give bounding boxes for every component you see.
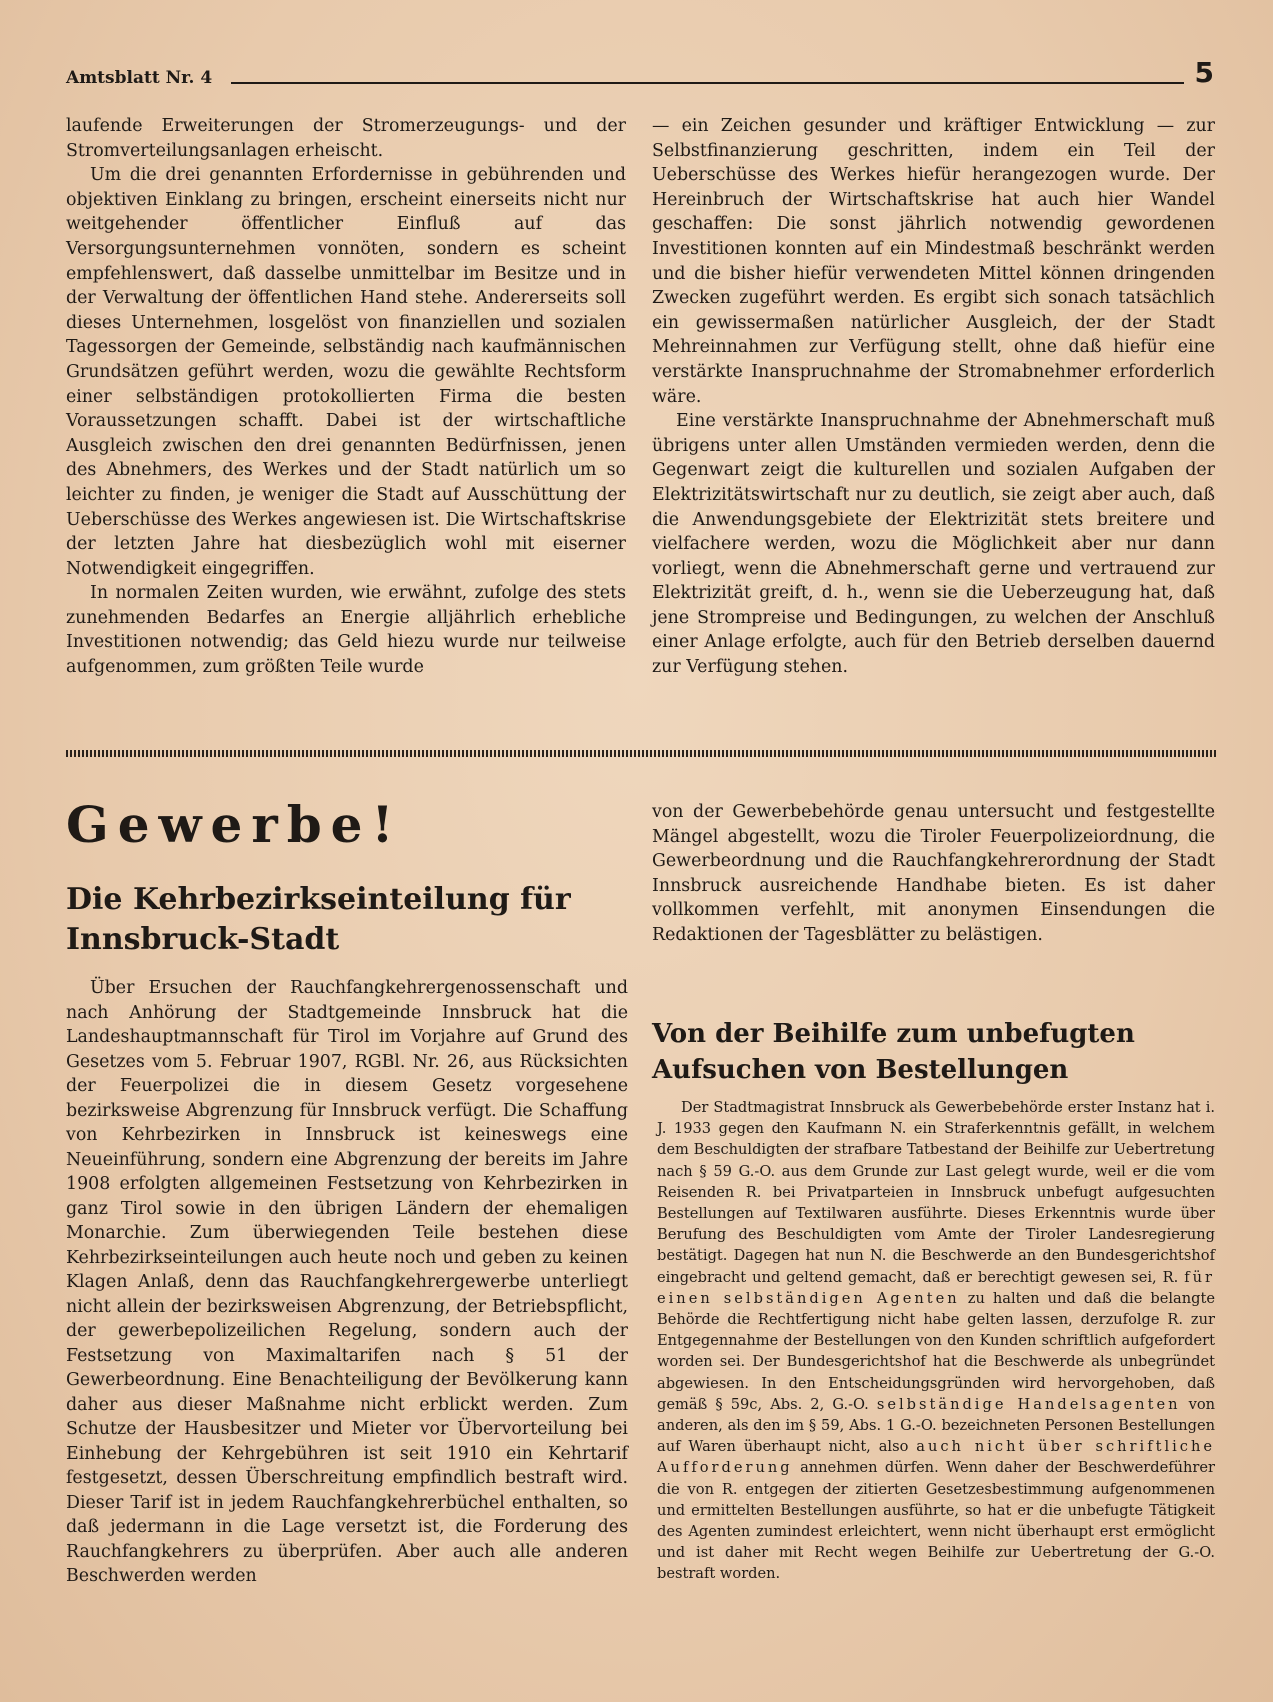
paragraph: — ein Zeichen gesunder und kräftiger Entwicklung — zur Selbstfinanzierung geschritten, indem ein Teil der Ueberschüsse des Werkes hiefür herangezogen wurde. Der Hereinbruch der Wirtschaftskrise hat auch hier Wandel geschaffen: Die sonst jährlich notwendig gewordenen Investitionen konnten auf ein Mindestmaß beschränkt werden und die bisher hiefür verwendeten Mittel können dringenden Zwecken zugeführt werden. Es ergibt sich sonach tatsächlich ein gewissermaßen natürlicher Ausgleich, der der Stadt Mehreinnahmen zur Verfügung stellt, ohne daß hiefür eine verstärkte Inanspruchnahme der Stromabnehmer erforderlich wäre. [652, 116, 1215, 407]
kehrbezirk-left-column [66, 976, 628, 1589]
text-run: annehmen dürfen. Wenn daher der Beschwerdeführer die von R. entgegen der zitierten Gesetzesbestimmung aufgenommenen und ermittelten Bestellungen ausführte, so hat er die unbefugte Tätigkeit des Agenten zumindest erleichtert, wenn nicht überhaupt erst ermöglicht und ist daher mit Recht wegen Beihilfe zur Uebertretung der G.-O. bestraft worden. [657, 1459, 1216, 1583]
kehrbezirk-right-column [652, 800, 1215, 948]
paragraph: laufende Erweiterungen der Stromerzeugungs- und der Stromverteilungsanlagen erheischt. [66, 116, 626, 161]
paragraph: In normalen Zeiten wurden, wie erwähnt, zufolge des stets zunehmenden Bedarfes an Energie alljährlich erhebliche Investitionen notwendig; das Geld hiezu wurde nur teilweise aufgenommen, zum größten Teile wurde [66, 583, 626, 678]
top-article-right-column [652, 114, 1215, 680]
header-rule [231, 82, 1184, 84]
paragraph: von der Gewerbebehörde genau untersucht und festgestellte Mängel abgestellt, wozu die Tiroler Feuerpolizeiordnung, die Gewerbeordnung und die Rauchfangkehrerordnung der Stadt Innsbruck ausreichende Handhabe bieten. Es ist daher vollkommen verfehlt, mit anonymen Einsendungen die Redaktionen der Tagesblätter zu belästigen. [652, 802, 1215, 945]
text-run: Der Stadtmagistrat Innsbruck als Gewerbebehörde erster Instanz hat i. J. 1933 gegen den Kaufmann N. ein Straferkenntnis gefällt, in welchem dem Beschuldigten der strafbare Tatbestand der Beihilfe zur Uebertretung nach § 59 G.-O. aus dem Grunde zur Last gelegt wurde, weil er die vom Reisenden R. bei Privatparteien in Innsbruck unbefugt aufgesuchten Bestellungen auf Textilwaren ausführte. Dieses Erkenntnis wurde über Berufung des Beschuldigten vom Amte der Tiroler Landesregierung bestätigt. Dagegen hat nun N. die Beschwerde an den Bundesgerichtshof eingebracht und geltend gemacht, daß er berechtigt gewesen sei, R. [657, 1099, 1215, 1286]
beihilfe-article-body [657, 1097, 1215, 1585]
article-title-kehrbezirk: Die Kehrbezirkseinteilung für Innsbruck-Stadt [66, 882, 571, 957]
publication-title: Amtsblatt Nr. 4 [66, 68, 213, 88]
page-header [66, 56, 1214, 90]
text-run: zu halten und daß die belangte Behörde die Rechtfertigung nicht habe gelten lassen, derzufolge R. zur Entgegennahme der Bestellungen von den Kunden schriftlich aufgefordert worden sei. Der Bundesgerichtshof hat die Beschwerde als unbegründet abgewiesen. In den Entscheidungsgründen wird hervorgehoben, daß gemäß § 59c, Abs. 2, G.-O. [657, 1289, 1216, 1413]
spaced-emphasis: selbständige Handelsagenten [876, 1395, 1181, 1413]
article-title-beihilfe: Von der Beihilfe zum unbefugten Aufsuchen von Bestellungen [652, 1019, 1135, 1085]
top-article-left-column [66, 114, 626, 680]
text-run: von anderen, als den im § 59, Abs. 1 G.-O. bezeichneten Personen Bestellungen auf Waren überhaupt nicht, also [657, 1395, 1216, 1456]
page-number: 5 [1194, 56, 1214, 89]
paragraph: Eine verstärkte Inanspruchnahme der Abnehmerschaft muß übrigens unter allen Umständen vermieden werden, denn die Gegenwart zeigt die kulturellen und sozialen Aufgaben der Elektrizitätswirtschaft nur zu deutlich, sie zeigt aber auch, daß die Anwendungsgebiete der Elektrizität stets breitere und vielfachere werden, wozu die Möglichkeit aber nur dann vorliegt, wenn die Abnehmerschaft gerne und vertrauend zur Elektrizität greift, d. h., wenn sie die Ueberzeugung hat, daß jene Strompreise und Bedingungen, zu welchen der Anschluß einer Anlage erfolgte, auch für den Betrieb derselben dauernd zur Verfügung stehen. [652, 411, 1215, 678]
paragraph [657, 1097, 1215, 1585]
paragraph: Über Ersuchen der Rauchfangkehrergenossenschaft und nach Anhörung der Stadtgemeinde Innsbruck hat die Landeshauptmannschaft für Tirol im Vorjahre auf Grund des Gesetzes vom 5. Februar 1907, RGBl. Nr. 26, aus Rücksichten der Feuerpolizei die in diesem Gesetz vorgesehene bezirksweise Abgrenzung für Innsbruck verfügt. Die Schaffung von Kehrbezirken in Innsbruck ist keineswegs eine Neueinführung, sondern eine Abgrenzung der bereits im Jahre 1908 erfolgten allgemeinen Festsetzung von Kehrbezirken in ganz Tirol sowie in den übrigen Ländern der ehemaligen Monarchie. Zum überwiegenden Teile bestehen diese Kehrbezirkseinteilungen auch heute noch und geben zu keinen Klagen Anlaß, denn das Rauchfangkehrergewerbe unterliegt nicht allein der bezirksweisen Abgrenzung, der Betriebspflicht, der gewerbepolizeilichen Regelung, sondern auch der Festsetzung von Maximaltarifen nach § 51 der Gewerbeordnung. Eine Benachteiligung der Bevölkerung kann daher aus dieser Maßnahme nicht erblickt werden. Zum Schutze der Hausbesitzer und Mieter vor Übervorteilung bei Einhebung der Kehrgebühren ist seit 1910 ein Kehrtarif festgesetzt, dessen Überschreitung empfindlich bestraft wird. Dieser Tarif ist in jedem Rauchfangkehrerbüchel enthalten, so daß jedermann in die Lage versetzt ist, die Forderung des Rauchfangkehrers zu überprüfen. Aber auch alle anderen Beschwerden werden [66, 978, 628, 1586]
paragraph: Um die drei genannten Erfordernisse in gebührenden und objektiven Einklang zu bringen, erscheint einerseits nicht nur weitgehender öffentlicher Einfluß auf das Versorgungsunternehmen vonnöten, sondern es scheint empfehlenswert, daß dasselbe unmittelbar im Besitze und in der Verwaltung der öffentlichen Hand stehe. Andererseits soll dieses Unternehmen, losgelöst von finanziellen und sozialen Tagessorgen der Gemeinde, selbständig nach kaufmännischen Grundsätzen geführt werden, wozu die gewählte Rechtsform einer selbständigen protokollierten Firma die besten Voraussetzungen schafft. Dabei ist der wirtschaftliche Ausgleich zwischen den drei genannten Bedürfnissen, jenen des Abnehmers, des Werkes und der Stadt natürlich um so leichter zu finden, je weniger die Stadt auf Ausschüttung der Ueberschüsse des Werkes angewiesen ist. Die Wirtschaftskrise der letzten Jahre hat diesbezüglich wohl mit eiserner Notwendigkeit eingegriffen. [66, 165, 626, 579]
section-divider [66, 750, 1216, 757]
spaced-emphasis: für einen selbständigen Agenten [657, 1268, 1215, 1307]
spaced-emphasis: auch nicht über schriftliche Aufforderung [657, 1438, 1216, 1477]
section-headline: Gewerbe! [66, 795, 403, 854]
